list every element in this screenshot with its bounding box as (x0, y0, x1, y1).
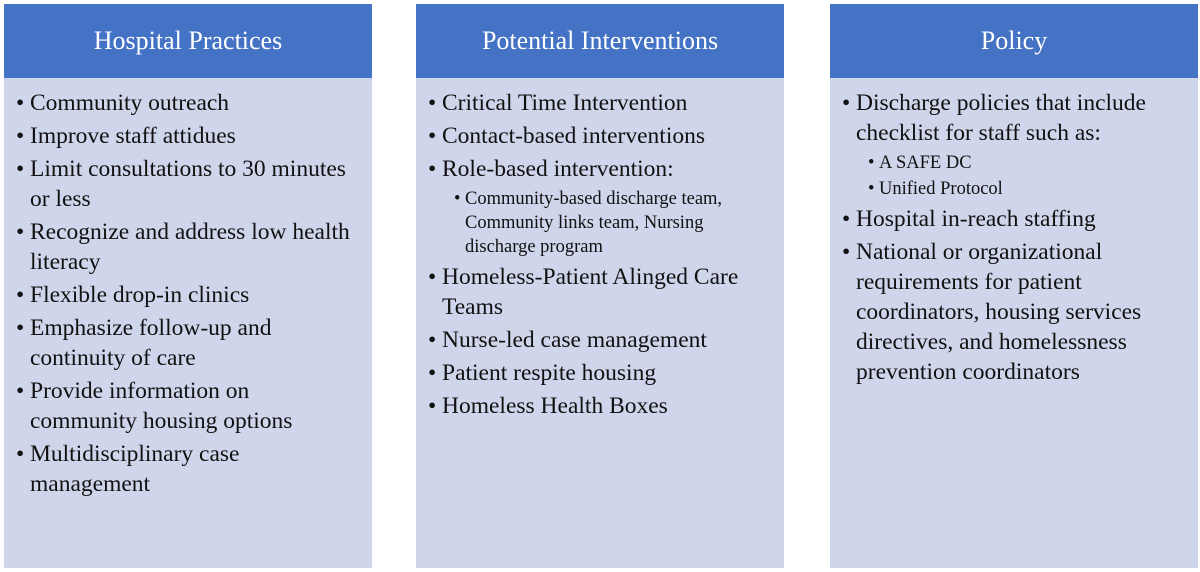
list-item (842, 237, 1188, 387)
list-item-text: Multidisciplinary case management (30, 441, 240, 497)
list-item-text: Hospital in-reach staffing (856, 206, 1096, 232)
list-item (842, 88, 1188, 201)
column-potential-interventions (416, 4, 784, 568)
list-item-text: Homeless Health Boxes (442, 393, 668, 419)
column-policy (830, 4, 1198, 568)
sub-list-item: • A SAFE DC (868, 151, 1188, 175)
column-header: Hospital Practices (4, 4, 372, 78)
list-item-text: Discharge policies that include checklist for staff such as: (856, 90, 1146, 146)
column-header: Policy (830, 4, 1198, 78)
sub-list (868, 151, 1188, 201)
list-item (428, 358, 774, 388)
list-item-text: Emphasize follow-up and continuity of care (30, 315, 272, 371)
list-item-text: Nurse-led case management (442, 327, 707, 353)
sub-list-item: • Unified Protocol (868, 177, 1188, 201)
bullet-list (428, 88, 774, 421)
list-item-text: Homeless-Patient Alinged Care Teams (442, 264, 739, 320)
list-item (16, 121, 362, 151)
list-item-text: Role-based intervention: (442, 156, 674, 182)
list-item (428, 121, 774, 151)
sub-list (454, 187, 774, 259)
list-item (16, 439, 362, 499)
list-item (16, 154, 362, 214)
list-item-text: Critical Time Intervention (442, 90, 688, 116)
list-item-text: Community outreach (30, 90, 230, 116)
list-item (842, 204, 1188, 234)
column-hospital-practices (4, 4, 372, 568)
list-item (428, 262, 774, 322)
list-item (428, 88, 774, 118)
list-item-text: Flexible drop-in clinics (30, 282, 250, 308)
list-item (16, 217, 362, 277)
list-item (428, 391, 774, 421)
list-item-text: Improve staff attidues (30, 123, 236, 149)
list-item-text: Limit consultations to 30 minutes or less (30, 156, 346, 212)
list-item (16, 280, 362, 310)
bullet-list (842, 88, 1188, 387)
list-item-text: Provide information on community housing options (30, 378, 293, 434)
list-item (428, 154, 774, 259)
list-item-text: Recognize and address low health literacy (30, 219, 350, 275)
bullet-list (16, 88, 362, 499)
list-item (16, 88, 362, 118)
list-item-text: Patient respite housing (442, 360, 657, 386)
list-item-text: National or organizational requirements for patient coordinators, housing services directives, and homelessness prevention coordinators (856, 239, 1142, 385)
column-header: Potential Interventions (416, 4, 784, 78)
list-item-text: Contact-based interventions (442, 123, 705, 149)
column-body (416, 78, 784, 568)
list-item (428, 325, 774, 355)
column-body (830, 78, 1198, 568)
sub-list-item: • Community-based discharge team, Community links team, Nursing discharge program (454, 187, 774, 259)
column-body (4, 78, 372, 568)
list-item (16, 376, 362, 436)
list-item (16, 313, 362, 373)
